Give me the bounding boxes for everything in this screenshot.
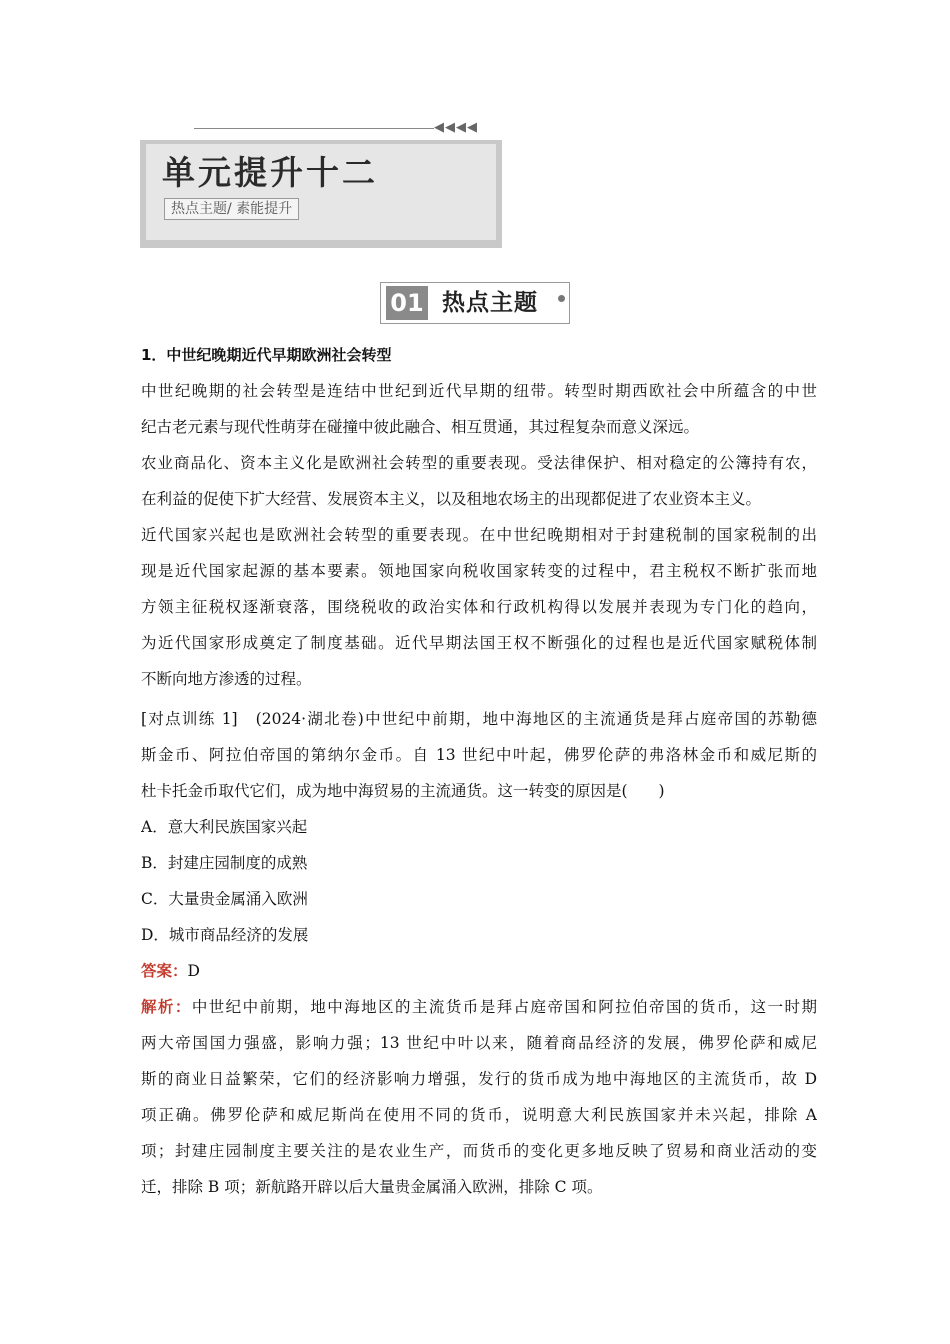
section-number: 01 xyxy=(386,286,428,320)
option-d: D．城市商品经济的发展 xyxy=(141,926,309,944)
analysis-line: 两大帝国国力强盛，影响力强；13 世纪中叶以来，随着商品经济的发展，佛罗伦萨和威尼 xyxy=(141,1034,817,1052)
paragraph-line: 方领主征税权逐渐衰落，围绕税收的政治实体和行政机构得以发展并表现为专门化的趋向， xyxy=(141,598,817,616)
analysis-label: 解析： xyxy=(141,998,192,1016)
question-line: 杜卡托金币取代它们，成为地中海贸易的主流通货。这一转变的原因是( ) xyxy=(141,782,665,800)
banner-rule xyxy=(194,128,434,129)
question-line: 斯金币、阿拉伯帝国的第纳尔金币。自 13 世纪中叶起，佛罗伦萨的弗洛林金币和威尼斯的 xyxy=(141,746,817,764)
option-c: C．大量贵金属涌入欧洲 xyxy=(141,890,308,908)
answer-label: 答案： xyxy=(141,962,188,980)
unit-banner xyxy=(138,120,518,252)
analysis-line xyxy=(141,989,817,1025)
paragraph-line: 不断向地方渗透的过程。 xyxy=(141,670,312,688)
option-a: A．意大利民族国家兴起 xyxy=(141,818,308,836)
analysis-line: 项正确。佛罗伦萨和威尼斯尚在使用不同的货币，说明意大利民族国家并未兴起，排除 A xyxy=(141,1106,817,1124)
unit-subtitle: 热点主题/ 素能提升 xyxy=(164,198,299,220)
analysis-line: 项；封建庄园制度主要关注的是农业生产，而货币的变化更多地反映了贸易和商业活动的变 xyxy=(141,1142,817,1160)
exercise-block xyxy=(141,701,817,1205)
paragraph-line: 农业商品化、资本主义化是欧洲社会转型的重要表现。受法律保护、相对稳定的公簿持有农， xyxy=(141,454,817,472)
question-line: [对点训练 1] (2024·湖北卷)中世纪中前期，地中海地区的主流通货是拜占庭帝国的苏勒德 xyxy=(141,710,817,728)
topic-heading: 1．中世纪晚期近代早期欧洲社会转型 xyxy=(141,346,392,364)
analysis-line: 迁，排除 B 项；新航路开辟以后大量贵金属涌入欧洲，排除 C 项。 xyxy=(141,1178,603,1196)
topic-block xyxy=(141,337,817,697)
paragraph-line: 中世纪晚期的社会转型是连结中世纪到近代早期的纽带。转型时期西欧社会中所蕴含的中世 xyxy=(141,382,817,400)
paragraph-line: 现是近代国家起源的基本要素。领地国家向税收国家转变的过程中，君主税权不断扩张而地 xyxy=(141,562,817,580)
section-title: 热点主题 xyxy=(442,290,538,316)
dot-icon xyxy=(558,295,565,302)
option-b: B．封建庄园制度的成熟 xyxy=(141,854,308,872)
section-header xyxy=(380,282,576,326)
analysis-text: 中世纪中前期，地中海地区的主流货币是拜占庭帝国和阿拉伯帝国的货币，这一时期 xyxy=(191,998,817,1016)
paragraph-line: 近代国家兴起也是欧洲社会转型的重要表现。在中世纪晚期相对于封建税制的国家税制的出 xyxy=(141,526,817,544)
answer-line xyxy=(141,953,817,989)
paragraph-line: 为近代国家形成奠定了制度基础。近代早期法国王权不断强化的过程也是近代国家赋税体制 xyxy=(141,634,817,652)
unit-title: 单元提升十二 xyxy=(162,153,378,192)
analysis-line: 斯的商业日益繁荣，它们的经济影响力增强，发行的货币成为地中海地区的主流货币，故 D xyxy=(141,1070,817,1088)
paragraph-line: 在利益的促使下扩大经营、发展资本主义，以及租地农场主的出现都促进了农业资本主义。 xyxy=(141,490,762,508)
answer-value: D xyxy=(187,962,200,980)
paragraph-line: 纪古老元素与现代性萌芽在碰撞中彼此融合、相互贯通，其过程复杂而意义深远。 xyxy=(141,418,700,436)
arrow-left-icon: ◀◀◀◀ xyxy=(434,120,478,135)
